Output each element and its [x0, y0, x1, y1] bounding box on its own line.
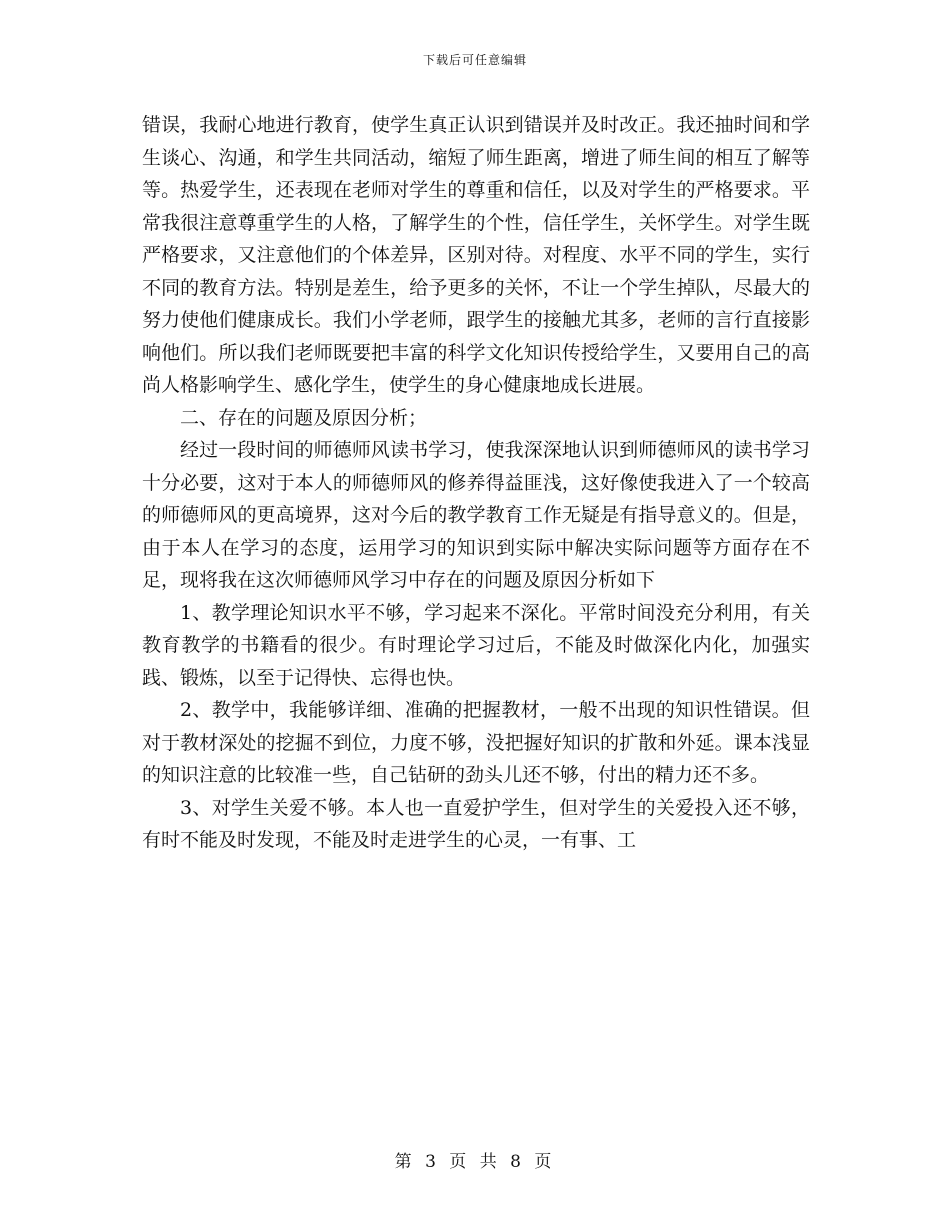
- paragraph-1: 错误，我耐心地进行教育，使学生真正认识到错误并及时改正。我还抽时间和学生谈心、沟通，和学生共同活动，缩短了师生距离，增进了师生间的相互了解等等。热爱学生，还表现在老师对学生的尊重和信任，以及对学生的严格要求。平常我很注意尊重学生的人格，了解学生的个性，信任学生，关怀学生。对学生既严格要求，又注意他们的个体差异，区别对待。对程度、水平不同的学生，实行不同的教育方法。特别是差生，给予更多的关怀，不让一个学生掉队，尽最大的努力使他们健康成长。我们小学老师，跟学生的接触尤其多，老师的言行直接影响他们。所以我们老师既要把丰富的科学文化知识传授给学生，又要用自己的高尚人格影响学生、感化学生，使学生的身心健康地成长进展。: [142, 114, 810, 396]
- list-item-2: 2、教学中，我能够详细、准确的把握教材，一般不出现的知识性错误。但对于教材深处的挖掘不到位，力度不够，没把握好知识的扩散和外延。课本浅显的知识注意的比较准一些，自己钻研的劲头儿还不够，付出的精力还不多。: [142, 699, 810, 786]
- document-body: [142, 109, 810, 857]
- page-number: 第 3 页 共 8 页: [394, 1152, 556, 1172]
- section-heading-problems: 二、存在的问题及原因分析；: [180, 406, 428, 429]
- list-item-3: 3、对学生关爱不够。本人也一直爱护学生，但对学生的关爱投入还不够，有时不能及时发现，不能及时走进学生的心灵，一有事、工: [142, 796, 810, 851]
- list-item-1: 1、教学理论知识水平不够，学习起来不深化。平常时间没充分利用，有关教育教学的书籍看的很少。有时理论学习过后，不能及时做深化内化，加强实践、锻炼，以至于记得快、忘得也快。: [142, 601, 810, 689]
- page-header: 下载后可任意编辑: [422, 53, 527, 67]
- paragraph-3: 经过一段时间的师德师风读书学习，使我深深地认识到师德师风的读书学习十分必要，这对于本人的师德师风的修养得益匪浅，这好像使我进入了一个较高的师德师风的更高境界，这对今后的教学教育工作无疑是有指导意义的。但是，由于本人在学习的态度，运用学习的知识到实际中解决实际问题等方面存在不足，现将我在这次师德师风学习中存在的问题及原因分析如下: [142, 439, 810, 591]
